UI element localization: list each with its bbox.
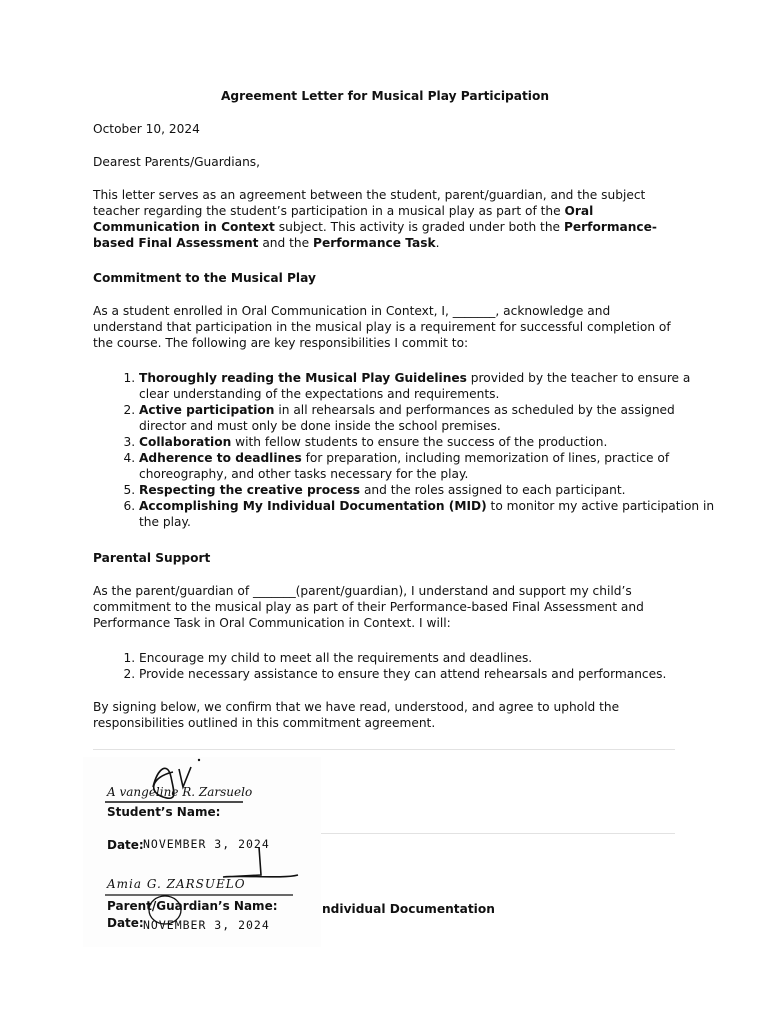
list-item-text: and the roles assigned to each participant. (360, 483, 626, 497)
list-item-text: with fellow students to ensure the success of the production. (231, 435, 608, 449)
intro-text-2: subject. This activity is graded under both the (274, 220, 564, 234)
ink-dot (198, 759, 200, 761)
list-item-bold: Adherence to deadlines (139, 451, 302, 465)
list-item: 1. Encourage my child to meet all the requirements and deadlines. (139, 650, 723, 666)
intro-text-4: . (435, 236, 440, 250)
list-item-bold: Accomplishing My Individual Documentation (MID) (139, 499, 487, 513)
list-item (139, 370, 723, 402)
list-item (139, 482, 723, 498)
parental-heading: Parental Support (93, 551, 211, 565)
trailing-text: ndividual Documentation (322, 902, 495, 916)
list-item-bold: Collaboration (139, 435, 232, 449)
parental-list (93, 650, 723, 682)
closing-paragraph: By signing below, we confirm that we have read, understood, and agree to uphold the responsibilities outlined in this commitment agreement. (93, 700, 620, 730)
list-item-text: in all rehearsals and performances as scheduled by the assigned director and must only be done inside the school premises. (139, 403, 675, 433)
parental-intro: As the parent/guardian of _______(parent/guardian), I understand and support my child’s commitment to the musical play as part of their Performance-based Final Assessment and Performance Task in Oral Communication in Context. I will: (93, 584, 644, 630)
list-item-bold: Active participation (139, 403, 275, 417)
student-name-label: Student’s Name: (107, 805, 221, 819)
signature-flourish (223, 847, 298, 877)
divider (93, 749, 675, 750)
letter-date: October 10, 2024 (93, 122, 200, 136)
list-item-bold: Thoroughly reading the Musical Play Guidelines (139, 371, 467, 385)
student-handwritten-name: A vangeline R. Zarsuelo (107, 785, 253, 799)
parent-name-label: Parent/Guardian’s Name: (107, 899, 278, 913)
date-label: Date: (107, 838, 144, 852)
intro-bold-1: Oral Communication in Context (93, 204, 594, 234)
commitment-intro: As a student enrolled in Oral Communication in Context, I, _______, acknowledge and understand that participation in the musical play is a requirement for successful completion of the course. The following are key responsibilities I commit to: (93, 304, 671, 350)
list-item (139, 498, 723, 530)
list-item (139, 402, 723, 434)
letter-title: Agreement Letter for Musical Play Participation (220, 89, 550, 103)
list-item-text: to monitor my active participation in the play. (139, 499, 715, 529)
list-item: 2. Provide necessary assistance to ensure they can attend rehearsals and performances. (139, 666, 723, 682)
list-item (139, 450, 723, 482)
signature-flourish (179, 767, 191, 787)
list-item-bold: Respecting the creative process (139, 483, 361, 497)
list-item-text: for preparation, including memorization of lines, practice of choreography, and other tasks necessary for the play. (139, 451, 670, 481)
list-item (139, 434, 723, 450)
commitment-list (93, 370, 723, 530)
intro-paragraph (93, 187, 677, 251)
intro-bold-3: Performance Task (313, 236, 436, 250)
parent-handwritten-name: Amia G. ZARSUELO (107, 877, 246, 891)
intro-text-1: This letter serves as an agreement between the student, parent/guardian, and the subject teacher regarding the student’s participation in a musical play as part of the (93, 188, 646, 218)
commitment-heading: Commitment to the Musical Play (93, 271, 316, 285)
intro-bold-2: Performance-based Final Assessment (93, 220, 657, 250)
list-item-text: provided by the teacher to ensure a clear understanding of the expectations and requirements. (139, 371, 691, 401)
salutation: Dearest Parents/Guardians, (93, 155, 261, 169)
intro-text-3: and the (258, 236, 314, 250)
date-handwritten: NOVEMBER 3, 2024 (143, 837, 270, 851)
signature-scan (83, 757, 321, 947)
date-handwritten: NOVEMBER 3, 2024 (143, 918, 270, 932)
date-label: Date: (107, 916, 144, 930)
